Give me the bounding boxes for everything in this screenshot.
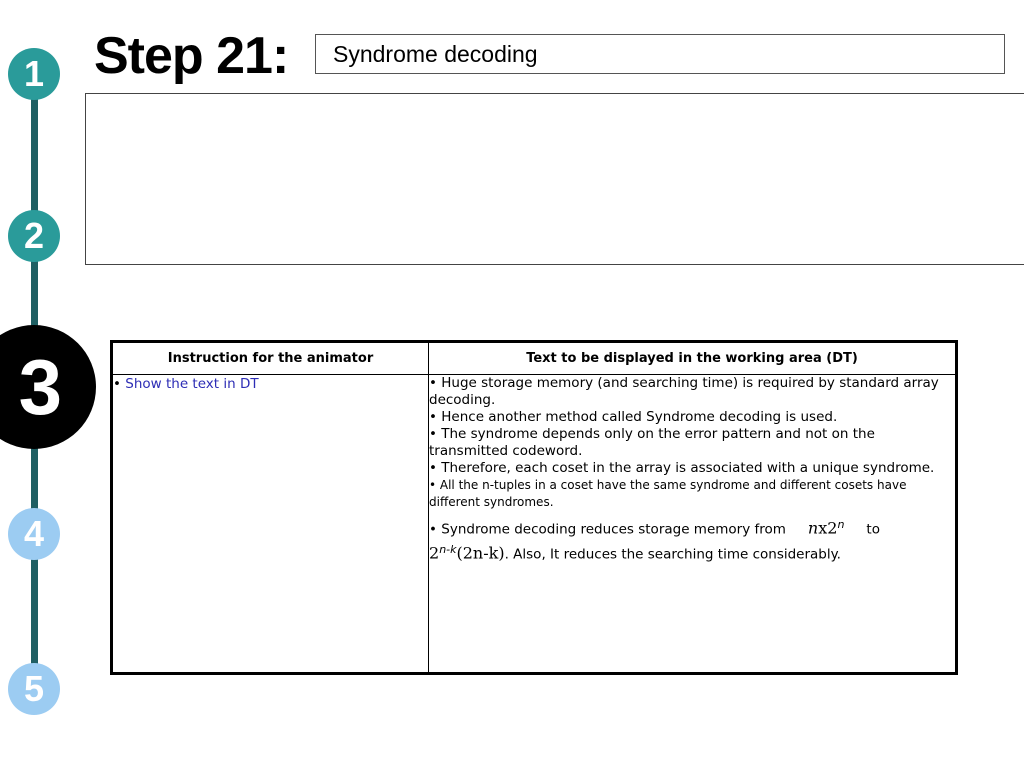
step-title-box: Syndrome decoding bbox=[315, 34, 1005, 74]
expr1-base: n bbox=[807, 518, 819, 538]
expr2-base: 2 bbox=[429, 543, 440, 562]
expr1-sup: n bbox=[837, 518, 845, 531]
storage-suffix: . Also, It reduces the searching time considerably. bbox=[504, 546, 841, 562]
step-3-marker-active: 3 bbox=[0, 325, 96, 449]
dt-bullet: • Hence another method called Syndrome decoding is used. bbox=[429, 409, 838, 425]
dt-bullet: • All the n-tuples in a coset have the same syndrome and different cosets have different syndromes. bbox=[429, 478, 907, 509]
animator-column-header: Instruction for the animator bbox=[112, 342, 429, 375]
expr2-sup: n-k bbox=[439, 542, 457, 556]
dt-bullet: • Huge storage memory (and searching time) is required by standard array decoding. bbox=[429, 375, 939, 408]
instruction-bullet: • bbox=[113, 376, 126, 392]
dt-bullet: • The syndrome depends only on the error pattern and not on the transmitted codeword. bbox=[429, 426, 875, 459]
to-word: to bbox=[866, 521, 880, 538]
step-1-marker: 1 bbox=[8, 48, 60, 100]
expr2-rest: (2n-k) bbox=[456, 543, 505, 562]
dt-bullet-storage bbox=[429, 515, 955, 564]
instruction-text: Show the text in DT bbox=[125, 376, 259, 392]
dt-column-header: Text to be displayed in the working area (DT) bbox=[429, 342, 957, 375]
step-label: Step 21: bbox=[94, 27, 289, 85]
expr1-times: x2 bbox=[818, 518, 838, 538]
dt-text-cell bbox=[429, 375, 957, 674]
animator-instruction-cell bbox=[112, 375, 429, 674]
step-2-marker: 2 bbox=[8, 210, 60, 262]
step-5-marker: 5 bbox=[8, 663, 60, 715]
working-area-dt bbox=[85, 93, 1024, 265]
step-4-marker: 4 bbox=[8, 508, 60, 560]
instruction-table bbox=[110, 340, 958, 675]
storage-prefix: • Syndrome decoding reduces storage memory from bbox=[429, 521, 786, 538]
dt-bullet: • Therefore, each coset in the array is associated with a unique syndrome. bbox=[429, 460, 935, 476]
